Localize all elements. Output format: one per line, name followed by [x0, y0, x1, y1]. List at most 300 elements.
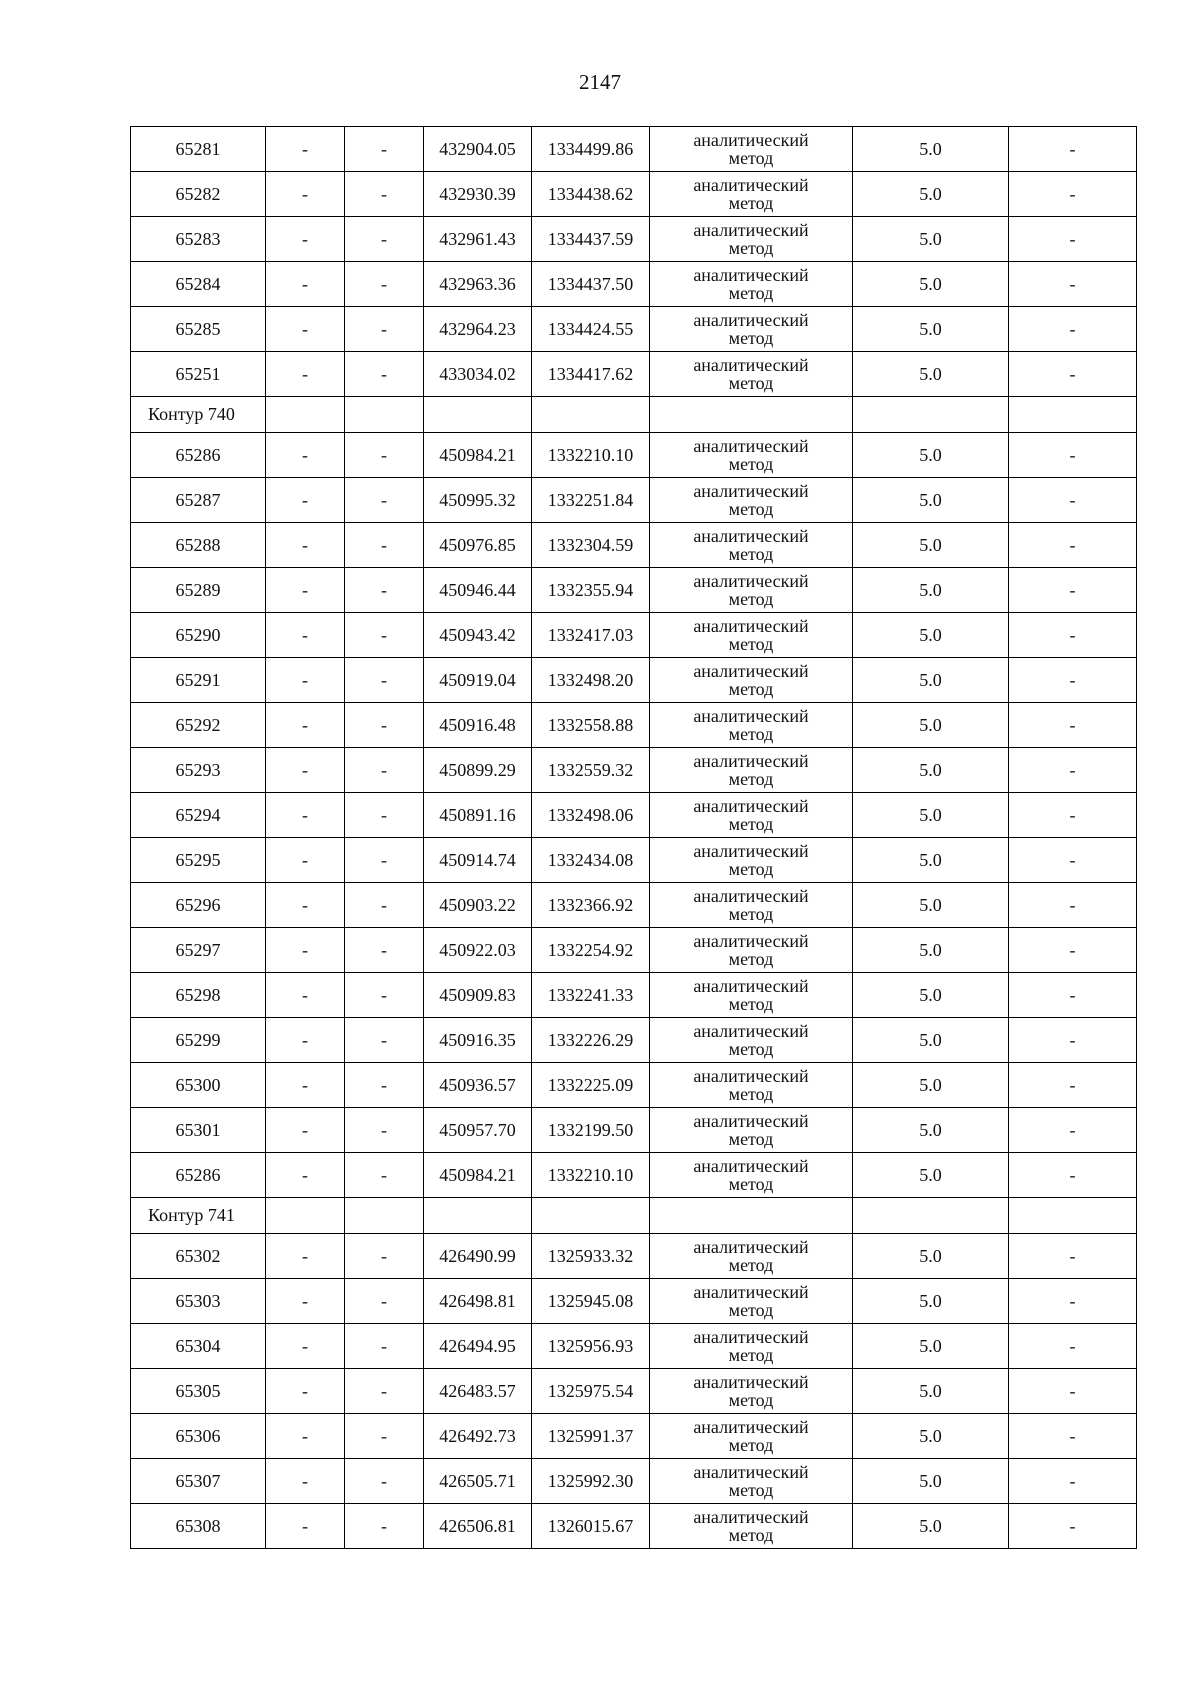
dash-cell: - [266, 1279, 345, 1324]
y-coordinate-cell: 1325956.93 [532, 1324, 650, 1369]
dash-cell: - [345, 658, 424, 703]
accuracy-cell: 5.0 [853, 217, 1009, 262]
table-row [131, 613, 1137, 658]
dash-cell: - [345, 1459, 424, 1504]
y-coordinate-cell: 1334437.59 [532, 217, 650, 262]
y-coordinate-cell: 1334417.62 [532, 352, 650, 397]
point-id-cell: 65283 [131, 217, 266, 262]
accuracy-cell: 5.0 [853, 748, 1009, 793]
accuracy-cell: 5.0 [853, 928, 1009, 973]
dash-cell: - [345, 883, 424, 928]
point-id-cell: 65307 [131, 1459, 266, 1504]
dash-cell: - [1009, 1324, 1137, 1369]
method-cell [650, 793, 853, 838]
x-coordinate-cell: 433034.02 [424, 352, 532, 397]
method-line-1: аналитический [693, 1111, 809, 1131]
dash-cell: - [1009, 973, 1137, 1018]
dash-cell: - [345, 748, 424, 793]
x-coordinate-cell: 426498.81 [424, 1279, 532, 1324]
method-line-2: метод [728, 1129, 774, 1149]
dash-cell: - [1009, 1153, 1137, 1198]
method-line-1: аналитический [693, 130, 809, 150]
method-cell [650, 1414, 853, 1459]
table-row [131, 973, 1137, 1018]
point-id-cell: 65299 [131, 1018, 266, 1063]
contour-group-row [131, 397, 1137, 433]
accuracy-cell: 5.0 [853, 1018, 1009, 1063]
method-line-1: аналитический [693, 355, 809, 375]
x-coordinate-cell: 450903.22 [424, 883, 532, 928]
accuracy-cell: 5.0 [853, 613, 1009, 658]
table-row [131, 352, 1137, 397]
method-line-1: аналитический [693, 1282, 809, 1302]
method-line-1: аналитический [693, 886, 809, 906]
point-id-cell: 65292 [131, 703, 266, 748]
y-coordinate-cell: 1326015.67 [532, 1504, 650, 1549]
point-id-cell: 65284 [131, 262, 266, 307]
x-coordinate-cell: 450984.21 [424, 433, 532, 478]
x-coordinate-cell: 450909.83 [424, 973, 532, 1018]
method-line-1: аналитический [693, 661, 809, 681]
method-line-2: метод [728, 814, 774, 834]
x-coordinate-cell: 432964.23 [424, 307, 532, 352]
point-id-cell: 65287 [131, 478, 266, 523]
accuracy-cell: 5.0 [853, 262, 1009, 307]
method-line-1: аналитический [693, 796, 809, 816]
method-line-2: метод [728, 724, 774, 744]
dash-cell: - [345, 1414, 424, 1459]
table-row [131, 523, 1137, 568]
method-cell [650, 973, 853, 1018]
method-cell [650, 172, 853, 217]
method-cell [650, 658, 853, 703]
point-id-cell: 65303 [131, 1279, 266, 1324]
table-row [131, 1234, 1137, 1279]
accuracy-cell: 5.0 [853, 568, 1009, 613]
dash-cell: - [1009, 703, 1137, 748]
method-line-2: метод [728, 949, 774, 969]
x-coordinate-cell: 450943.42 [424, 613, 532, 658]
y-coordinate-cell: 1334424.55 [532, 307, 650, 352]
x-coordinate-cell: 450976.85 [424, 523, 532, 568]
y-coordinate-cell: 1332226.29 [532, 1018, 650, 1063]
accuracy-cell: 5.0 [853, 973, 1009, 1018]
method-cell [650, 1234, 853, 1279]
method-cell [650, 568, 853, 613]
empty-cell [345, 1198, 424, 1234]
dash-cell: - [1009, 523, 1137, 568]
dash-cell: - [1009, 172, 1137, 217]
dash-cell: - [266, 1459, 345, 1504]
point-id-cell: 65282 [131, 172, 266, 217]
method-line-1: аналитический [693, 1417, 809, 1437]
dash-cell: - [345, 217, 424, 262]
method-line-1: аналитический [693, 931, 809, 951]
method-cell [650, 217, 853, 262]
point-id-cell: 65308 [131, 1504, 266, 1549]
method-cell [650, 928, 853, 973]
dash-cell: - [345, 307, 424, 352]
x-coordinate-cell: 450914.74 [424, 838, 532, 883]
dash-cell: - [1009, 568, 1137, 613]
dash-cell: - [266, 928, 345, 973]
method-cell [650, 1459, 853, 1504]
table-row [131, 838, 1137, 883]
point-id-cell: 65296 [131, 883, 266, 928]
method-cell [650, 1108, 853, 1153]
x-coordinate-cell: 450916.35 [424, 1018, 532, 1063]
method-line-2: метод [728, 1435, 774, 1455]
table-row [131, 1459, 1137, 1504]
x-coordinate-cell: 426505.71 [424, 1459, 532, 1504]
dash-cell: - [1009, 1459, 1137, 1504]
y-coordinate-cell: 1334438.62 [532, 172, 650, 217]
table-row [131, 1279, 1137, 1324]
method-line-2: метод [728, 1255, 774, 1275]
accuracy-cell: 5.0 [853, 703, 1009, 748]
method-line-1: аналитический [693, 1237, 809, 1257]
contour-label: Контур 741 [131, 1198, 266, 1234]
empty-cell [345, 397, 424, 433]
method-line-2: метод [728, 1039, 774, 1059]
method-line-1: аналитический [693, 1021, 809, 1041]
y-coordinate-cell: 1332210.10 [532, 1153, 650, 1198]
empty-cell [650, 1198, 853, 1234]
dash-cell: - [1009, 1369, 1137, 1414]
y-coordinate-cell: 1332355.94 [532, 568, 650, 613]
y-coordinate-cell: 1325945.08 [532, 1279, 650, 1324]
method-cell [650, 613, 853, 658]
accuracy-cell: 5.0 [853, 1324, 1009, 1369]
method-line-2: метод [728, 454, 774, 474]
dash-cell: - [266, 307, 345, 352]
method-line-1: аналитический [693, 526, 809, 546]
table-row [131, 1369, 1137, 1414]
dash-cell: - [345, 1504, 424, 1549]
dash-cell: - [266, 1108, 345, 1153]
empty-cell [853, 397, 1009, 433]
point-id-cell: 65301 [131, 1108, 266, 1153]
method-line-1: аналитический [693, 220, 809, 240]
y-coordinate-cell: 1332498.06 [532, 793, 650, 838]
accuracy-cell: 5.0 [853, 838, 1009, 883]
point-id-cell: 65304 [131, 1324, 266, 1369]
point-id-cell: 65305 [131, 1369, 266, 1414]
dash-cell: - [266, 1018, 345, 1063]
point-id-cell: 65290 [131, 613, 266, 658]
x-coordinate-cell: 450922.03 [424, 928, 532, 973]
y-coordinate-cell: 1325991.37 [532, 1414, 650, 1459]
dash-cell: - [266, 613, 345, 658]
point-id-cell: 65297 [131, 928, 266, 973]
dash-cell: - [1009, 1279, 1137, 1324]
dash-cell: - [345, 568, 424, 613]
method-line-2: метод [728, 1345, 774, 1365]
method-line-2: метод [728, 859, 774, 879]
method-line-1: аналитический [693, 481, 809, 501]
dash-cell: - [266, 352, 345, 397]
dash-cell: - [345, 523, 424, 568]
y-coordinate-cell: 1334437.50 [532, 262, 650, 307]
dash-cell: - [266, 172, 345, 217]
y-coordinate-cell: 1332498.20 [532, 658, 650, 703]
method-line-2: метод [728, 328, 774, 348]
dash-cell: - [1009, 1063, 1137, 1108]
empty-cell [424, 397, 532, 433]
method-cell [650, 262, 853, 307]
accuracy-cell: 5.0 [853, 523, 1009, 568]
dash-cell: - [1009, 1234, 1137, 1279]
table-row [131, 433, 1137, 478]
method-line-1: аналитический [693, 751, 809, 771]
dash-cell: - [345, 1234, 424, 1279]
dash-cell: - [266, 1153, 345, 1198]
empty-cell [853, 1198, 1009, 1234]
y-coordinate-cell: 1332417.03 [532, 613, 650, 658]
x-coordinate-cell: 450891.16 [424, 793, 532, 838]
dash-cell: - [1009, 1018, 1137, 1063]
dash-cell: - [266, 262, 345, 307]
dash-cell: - [266, 658, 345, 703]
method-line-2: метод [728, 283, 774, 303]
accuracy-cell: 5.0 [853, 1459, 1009, 1504]
method-line-2: метод [728, 1480, 774, 1500]
y-coordinate-cell: 1332304.59 [532, 523, 650, 568]
method-line-1: аналитический [693, 175, 809, 195]
point-id-cell: 65298 [131, 973, 266, 1018]
table-row [131, 1153, 1137, 1198]
accuracy-cell: 5.0 [853, 1369, 1009, 1414]
dash-cell: - [1009, 1504, 1137, 1549]
y-coordinate-cell: 1332559.32 [532, 748, 650, 793]
table-row [131, 1018, 1137, 1063]
method-cell [650, 838, 853, 883]
dash-cell: - [345, 928, 424, 973]
table-row [131, 928, 1137, 973]
method-cell [650, 1369, 853, 1414]
point-id-cell: 65289 [131, 568, 266, 613]
method-line-1: аналитический [693, 1156, 809, 1176]
dash-cell: - [1009, 793, 1137, 838]
dash-cell: - [345, 352, 424, 397]
dash-cell: - [345, 1369, 424, 1414]
method-line-1: аналитический [693, 1066, 809, 1086]
x-coordinate-cell: 450899.29 [424, 748, 532, 793]
coordinates-table [130, 126, 1137, 1549]
accuracy-cell: 5.0 [853, 172, 1009, 217]
method-cell [650, 1504, 853, 1549]
empty-cell [1009, 397, 1137, 433]
accuracy-cell: 5.0 [853, 127, 1009, 172]
x-coordinate-cell: 432930.39 [424, 172, 532, 217]
method-line-2: метод [728, 1300, 774, 1320]
x-coordinate-cell: 450919.04 [424, 658, 532, 703]
x-coordinate-cell: 432963.36 [424, 262, 532, 307]
point-id-cell: 65285 [131, 307, 266, 352]
y-coordinate-cell: 1325975.54 [532, 1369, 650, 1414]
dash-cell: - [345, 478, 424, 523]
point-id-cell: 65291 [131, 658, 266, 703]
dash-cell: - [266, 1324, 345, 1369]
point-id-cell: 65286 [131, 1153, 266, 1198]
accuracy-cell: 5.0 [853, 1108, 1009, 1153]
accuracy-cell: 5.0 [853, 478, 1009, 523]
y-coordinate-cell: 1325992.30 [532, 1459, 650, 1504]
method-line-2: метод [728, 1174, 774, 1194]
method-line-1: аналитический [693, 976, 809, 996]
dash-cell: - [345, 838, 424, 883]
dash-cell: - [345, 1153, 424, 1198]
accuracy-cell: 5.0 [853, 1234, 1009, 1279]
dash-cell: - [345, 1279, 424, 1324]
method-line-1: аналитический [693, 310, 809, 330]
dash-cell: - [345, 973, 424, 1018]
point-id-cell: 65293 [131, 748, 266, 793]
dash-cell: - [345, 1324, 424, 1369]
dash-cell: - [1009, 127, 1137, 172]
accuracy-cell: 5.0 [853, 658, 1009, 703]
dash-cell: - [266, 1414, 345, 1459]
point-id-cell: 65281 [131, 127, 266, 172]
point-id-cell: 65295 [131, 838, 266, 883]
dash-cell: - [345, 172, 424, 217]
method-line-2: метод [728, 193, 774, 213]
y-coordinate-cell: 1332251.84 [532, 478, 650, 523]
table-body [131, 127, 1137, 1549]
method-line-1: аналитический [693, 436, 809, 456]
point-id-cell: 65286 [131, 433, 266, 478]
dash-cell: - [266, 838, 345, 883]
table-row [131, 1504, 1137, 1549]
dash-cell: - [1009, 1108, 1137, 1153]
y-coordinate-cell: 1332558.88 [532, 703, 650, 748]
point-id-cell: 65288 [131, 523, 266, 568]
x-coordinate-cell: 450995.32 [424, 478, 532, 523]
table-row [131, 883, 1137, 928]
method-line-2: метод [728, 769, 774, 789]
x-coordinate-cell: 450946.44 [424, 568, 532, 613]
dash-cell: - [345, 613, 424, 658]
empty-cell [424, 1198, 532, 1234]
dash-cell: - [266, 748, 345, 793]
point-id-cell: 65300 [131, 1063, 266, 1108]
accuracy-cell: 5.0 [853, 883, 1009, 928]
dash-cell: - [1009, 928, 1137, 973]
table-row [131, 217, 1137, 262]
dash-cell: - [266, 217, 345, 262]
dash-cell: - [1009, 883, 1137, 928]
dash-cell: - [1009, 352, 1137, 397]
method-line-2: метод [728, 544, 774, 564]
empty-cell [266, 397, 345, 433]
x-coordinate-cell: 450984.21 [424, 1153, 532, 1198]
empty-cell [1009, 1198, 1137, 1234]
method-line-2: метод [728, 1390, 774, 1410]
dash-cell: - [1009, 478, 1137, 523]
y-coordinate-cell: 1332199.50 [532, 1108, 650, 1153]
x-coordinate-cell: 426490.99 [424, 1234, 532, 1279]
y-coordinate-cell: 1332210.10 [532, 433, 650, 478]
table-row [131, 172, 1137, 217]
accuracy-cell: 5.0 [853, 307, 1009, 352]
empty-cell [532, 397, 650, 433]
accuracy-cell: 5.0 [853, 1063, 1009, 1108]
method-line-2: метод [728, 148, 774, 168]
dash-cell: - [1009, 748, 1137, 793]
method-line-2: метод [728, 904, 774, 924]
method-cell [650, 433, 853, 478]
table-row [131, 703, 1137, 748]
dash-cell: - [345, 1018, 424, 1063]
method-line-1: аналитический [693, 1507, 809, 1527]
method-cell [650, 523, 853, 568]
table-row [131, 1063, 1137, 1108]
method-line-1: аналитический [693, 1327, 809, 1347]
dash-cell: - [266, 1369, 345, 1414]
method-line-1: аналитический [693, 1462, 809, 1482]
table-row [131, 262, 1137, 307]
x-coordinate-cell: 426506.81 [424, 1504, 532, 1549]
accuracy-cell: 5.0 [853, 433, 1009, 478]
table-row [131, 1324, 1137, 1369]
accuracy-cell: 5.0 [853, 1153, 1009, 1198]
table-row [131, 793, 1137, 838]
page-number: 2147 [579, 70, 621, 94]
table-row [131, 307, 1137, 352]
method-cell [650, 352, 853, 397]
contour-label: Контур 740 [131, 397, 266, 433]
method-line-2: метод [728, 679, 774, 699]
table-row [131, 127, 1137, 172]
method-cell [650, 478, 853, 523]
dash-cell: - [1009, 307, 1137, 352]
method-line-1: аналитический [693, 1372, 809, 1392]
x-coordinate-cell: 450936.57 [424, 1063, 532, 1108]
contour-group-row [131, 1198, 1137, 1234]
method-cell [650, 883, 853, 928]
method-line-1: аналитический [693, 571, 809, 591]
dash-cell: - [345, 793, 424, 838]
point-id-cell: 65294 [131, 793, 266, 838]
dash-cell: - [1009, 433, 1137, 478]
table-row [131, 478, 1137, 523]
dash-cell: - [266, 1504, 345, 1549]
method-line-2: метод [728, 499, 774, 519]
dash-cell: - [266, 523, 345, 568]
dash-cell: - [345, 262, 424, 307]
method-line-1: аналитический [693, 265, 809, 285]
dash-cell: - [1009, 658, 1137, 703]
method-cell [650, 1018, 853, 1063]
y-coordinate-cell: 1332366.92 [532, 883, 650, 928]
dash-cell: - [266, 478, 345, 523]
dash-cell: - [266, 1234, 345, 1279]
accuracy-cell: 5.0 [853, 793, 1009, 838]
dash-cell: - [266, 973, 345, 1018]
dash-cell: - [266, 703, 345, 748]
dash-cell: - [345, 127, 424, 172]
dash-cell: - [345, 1108, 424, 1153]
accuracy-cell: 5.0 [853, 352, 1009, 397]
table-row [131, 568, 1137, 613]
dash-cell: - [266, 568, 345, 613]
table-row [131, 658, 1137, 703]
method-line-2: метод [728, 589, 774, 609]
y-coordinate-cell: 1332241.33 [532, 973, 650, 1018]
method-cell [650, 1324, 853, 1369]
x-coordinate-cell: 450957.70 [424, 1108, 532, 1153]
x-coordinate-cell: 432904.05 [424, 127, 532, 172]
